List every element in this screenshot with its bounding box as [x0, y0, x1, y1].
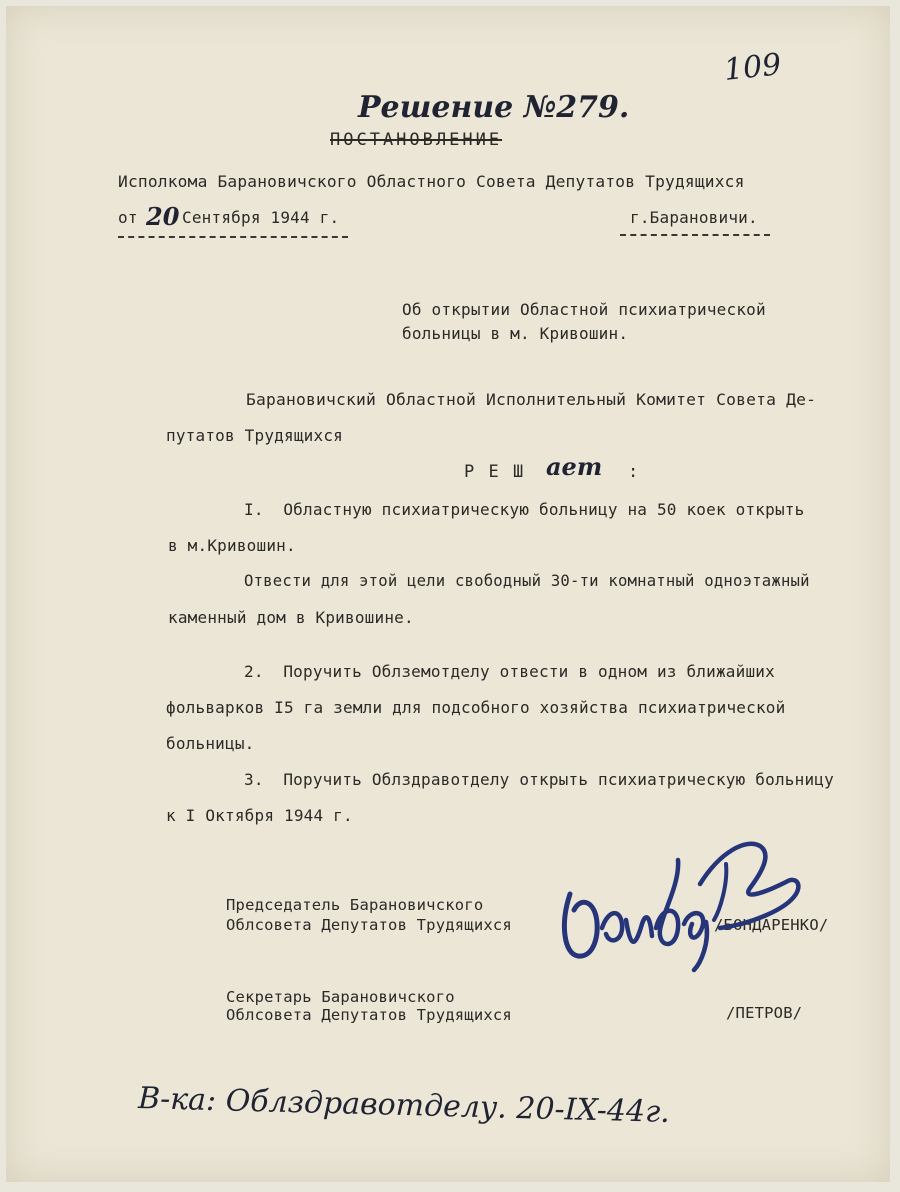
- item-1-line-4: каменный дом в Кривошине.: [168, 608, 414, 627]
- secretary-title-line-2: Облсовета Депутатов Трудящихся: [226, 1006, 512, 1024]
- date-rest: Сентября 1944 г.: [182, 208, 340, 227]
- issuer-line: Исполкома Барановичского Областного Совета Депутатов Трудящихся: [118, 172, 745, 191]
- subject-line-2: больницы в м. Кривошин.: [402, 324, 629, 343]
- item-2-line-1: 2. Поручить Облземотделу отвести в одном из ближайших: [244, 662, 775, 681]
- decides-typed: Р Е Ш: [464, 462, 526, 482]
- preamble-line-2: путатов Трудящихся: [166, 426, 343, 445]
- date-prefix: от: [118, 208, 138, 227]
- item-2-line-2: фольварков I5 га земли для подсобного хозяйства психиатрической: [166, 698, 786, 717]
- struck-title: ПОСТАНОВЛЕНИЕ: [330, 130, 503, 150]
- item-1-line-1: I. Областную психиатрическую больницу на 50 коек открыть: [244, 500, 805, 519]
- footer-note: В-ка: Облздравотделу. 20-IX-44г.: [137, 1081, 671, 1130]
- item-2-line-3: больницы.: [166, 734, 255, 753]
- preamble-line-1: Барановичский Областной Исполнительный Комитет Совета Де-: [246, 390, 817, 409]
- document-page: [6, 6, 890, 1182]
- archive-number: 109: [722, 47, 783, 88]
- date-day: 20: [146, 202, 180, 231]
- decides-handwritten: ает: [546, 452, 603, 481]
- date-underline: [118, 236, 348, 238]
- decides-colon: :: [628, 462, 639, 482]
- chair-title-line-1: Председатель Барановичского: [226, 896, 484, 914]
- handwritten-title: Решение №279.: [358, 90, 630, 125]
- secretary-title-line-1: Секретарь Барановичского: [226, 988, 455, 1006]
- item-1-line-3: Отвести для этой цели свободный 30-ти комнатный одноэтажный: [244, 572, 810, 590]
- chair-signature: [550, 824, 810, 974]
- place: г.Барановичи.: [630, 208, 758, 227]
- item-1-line-2: в м.Кривошин.: [168, 536, 296, 555]
- secretary-name: /ПЕТРОВ/: [726, 1004, 803, 1022]
- subject-line-1: Об открытии Областной психиатрической: [402, 300, 766, 319]
- item-3-line-1: 3. Поручить Облздравотделу открыть психиатрическую больницу: [244, 770, 834, 789]
- chair-title-line-2: Облсовета Депутатов Трудящихся: [226, 916, 512, 934]
- chair-name: /БОНДАРЕНКО/: [714, 916, 829, 934]
- item-3-line-2: к I Октября 1944 г.: [166, 806, 353, 825]
- place-underline: [620, 234, 770, 236]
